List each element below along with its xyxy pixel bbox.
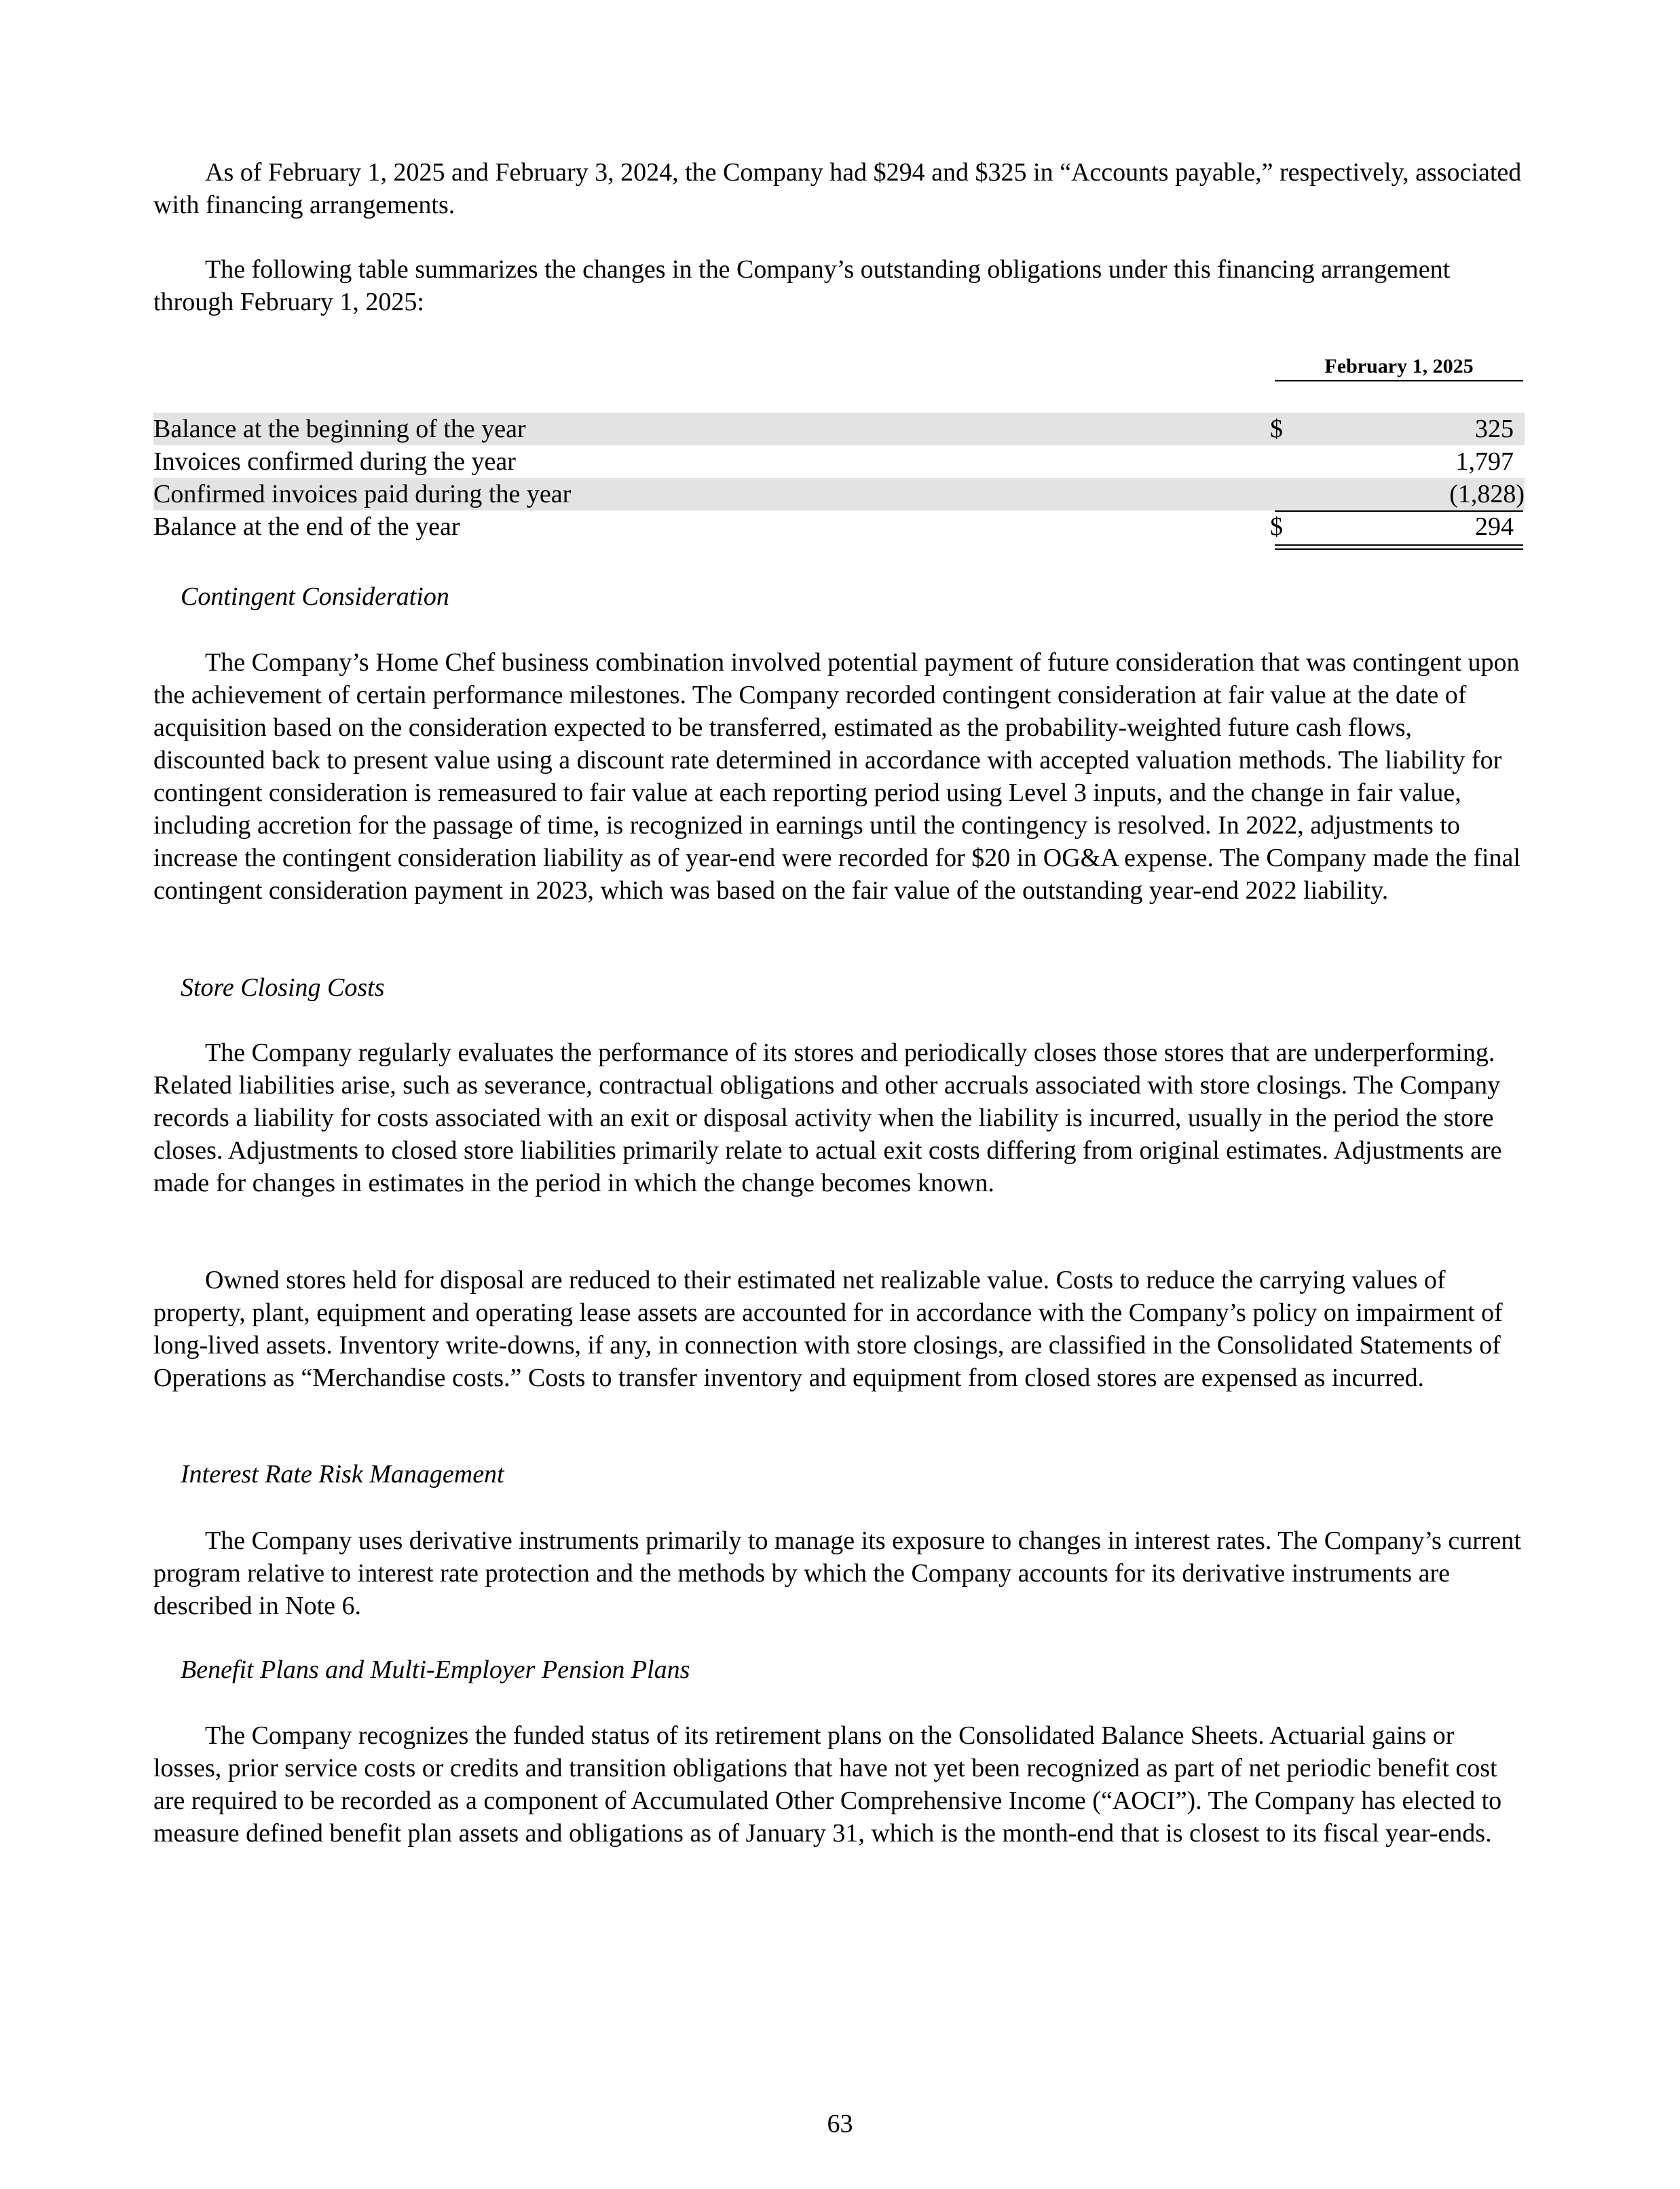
paragraph-text: The Company’s Home Chef business combination involved potential payment of future consideration that was contingent upon the achievement of certain performance milestones. The Company recorded contingent consideration at fair value at the date of acquisition based on the consideration expected to be transferred, estimated as the probability-weighted future cash flows, discounted back to present value using a discount rate determined in accordance with accepted valuation methods. The liability for contingent consideration is remeasured to fair value at each reporting period using Level 3 inputs, and the change in fair value, including accretion for the passage of time, is recognized in earnings until the contingency is resolved. In 2022, adjustments to increase the contingent consideration liability as of year-end were recorded for $20 in OG&A expense. The Company made the final contingent consideration payment in 2023, which was based on the fair value of the outstanding year-end 2022 liability.: [153, 648, 1520, 905]
table-row: [153, 510, 1525, 543]
paragraph-accounts-payable: [153, 156, 1525, 221]
section-heading-contingent: Contingent Consideration: [181, 582, 449, 611]
table-column-header: February 1, 2025: [1275, 353, 1523, 381]
row-value: 325: [1475, 415, 1514, 443]
paragraph-text: The Company uses derivative instruments primarily to manage its exposure to changes in interest rates. The Company’s current program relative to interest rate protection and the methods by which the Company accounts for its derivative instruments are described in Note 6.: [153, 1527, 1521, 1620]
row-label: Balance at the beginning of the year: [153, 415, 526, 443]
paragraph-text: The Company regularly evaluates the performance of its stores and periodically closes those stores that are underperforming. Related liabilities arise, such as severance, contractual obligations and other accruals associated with store closings. The Company records a liability for costs associated with an exit or disposal activity when the liability is incurred, usually in the period the store closes. Adjustments to closed store liabilities primarily relate to actual exit costs differing from original estimates. Adjustments are made for changes in estimates in the period in which the change becomes known.: [153, 1039, 1502, 1197]
paragraph-text: The following table summarizes the changes in the Company’s outstanding obligations under this financing arrangement through February 1, 2025:: [153, 255, 1451, 316]
row-value: 294: [1475, 512, 1514, 541]
paragraph-store-closing-1: [153, 1036, 1525, 1199]
paragraph-text: Owned stores held for disposal are reduced to their estimated net realizable value. Costs to reduce the carrying values of property, plant, equipment and operating lease assets are accounted for in accordance with the Company’s policy on impairment of long-lived assets. Inventory write-downs, if any, in connection with store closings, are classified in the Consolidated Statements of Operations as “Merchandise costs.” Costs to transfer inventory and equipment from closed stores are expensed as incurred.: [153, 1266, 1503, 1392]
total-double-rule-bottom: [1275, 548, 1523, 550]
section-heading-benefit-plans: Benefit Plans and Multi-Employer Pension Plans: [181, 1655, 690, 1684]
currency-symbol: $: [1270, 512, 1283, 541]
paragraph-contingent: [153, 646, 1525, 907]
row-label: Invoices confirmed during the year: [153, 447, 516, 476]
paragraph-table-intro: [153, 253, 1525, 318]
table-row: [153, 445, 1525, 478]
row-label: Confirmed invoices paid during the year: [153, 480, 572, 508]
row-label: Balance at the end of the year: [153, 512, 460, 541]
section-heading-store-closing: Store Closing Costs: [181, 973, 385, 1002]
page-number: 63: [827, 2110, 853, 2138]
paragraph-text: As of February 1, 2025 and February 3, 2024, the Company had $294 and $325 in “Accounts payable,” respectively, associated with financing arrangements.: [153, 158, 1522, 219]
paragraph-interest-rate: [153, 1524, 1525, 1622]
section-heading-interest-rate: Interest Rate Risk Management: [181, 1460, 504, 1489]
table-row: [153, 478, 1525, 510]
row-value: (1,828): [1449, 480, 1525, 508]
table-row: [153, 413, 1525, 445]
paragraph-benefit-plans: [153, 1719, 1525, 1850]
row-value: 1,797: [1455, 447, 1514, 476]
currency-symbol: $: [1270, 415, 1283, 443]
total-double-rule-top: [1275, 544, 1523, 546]
paragraph-store-closing-2: [153, 1264, 1525, 1394]
paragraph-text: The Company recognizes the funded status of its retirement plans on the Consolidated Balance Sheets. Actuarial gains or losses, prior service costs or credits and transition obligations that have not yet been recognized as part of net periodic benefit cost are required to be recorded as a component of Accumulated Other Comprehensive Income (“AOCI”). The Company has elected to measure defined benefit plan assets and obligations as of January 31, which is the month-end that is closest to its fiscal year-ends.: [153, 1721, 1502, 1848]
